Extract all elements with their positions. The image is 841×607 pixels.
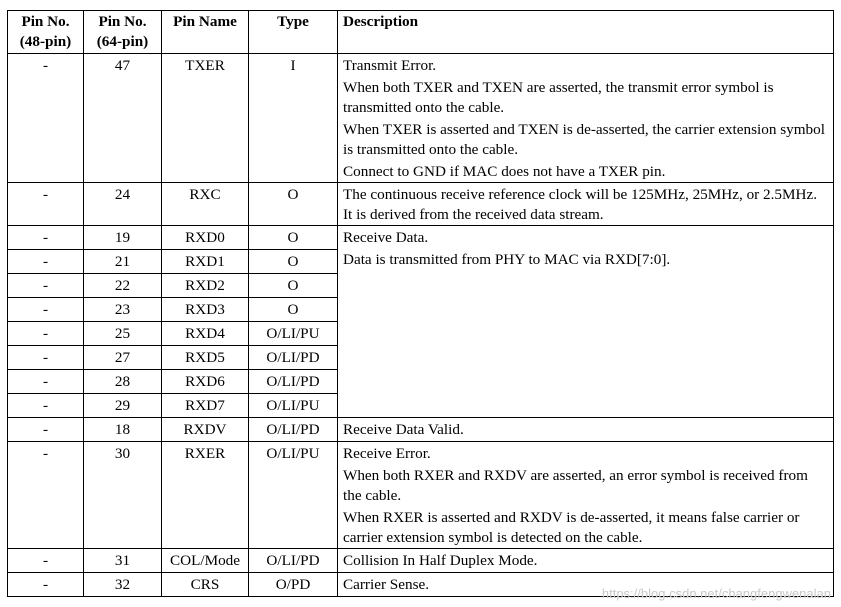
cell-pin-name: RXD1 bbox=[162, 250, 249, 274]
description-line: When both TXER and TXEN are asserted, the transmit error symbol is transmitted onto the cable. bbox=[343, 79, 774, 116]
cell-description bbox=[338, 183, 834, 226]
cell-type: O/LI/PD bbox=[249, 549, 338, 573]
cell-pin-name: RXC bbox=[162, 183, 249, 226]
description-line: Receive Data Valid. bbox=[343, 421, 464, 438]
table-row bbox=[8, 54, 834, 183]
cell-pin-48: - bbox=[8, 370, 84, 394]
cell-pin-48: - bbox=[8, 346, 84, 370]
cell-pin-name: RXD4 bbox=[162, 322, 249, 346]
description-line: Connect to GND if MAC does not have a TXER pin. bbox=[343, 163, 666, 180]
cell-pin-48: - bbox=[8, 418, 84, 442]
cell-pin-48: - bbox=[8, 226, 84, 250]
table-row bbox=[8, 549, 834, 573]
cell-pin-64: 30 bbox=[84, 442, 162, 549]
description-line: Transmit Error. bbox=[343, 57, 437, 74]
table-header-row bbox=[8, 11, 834, 54]
description-line: The continuous receive reference clock will be 125MHz, 25MHz, or 2.5MHz. It is derived from the received data stream. bbox=[343, 186, 818, 223]
cell-pin-name: RXD5 bbox=[162, 346, 249, 370]
cell-pin-64: 25 bbox=[84, 322, 162, 346]
cell-pin-64: 31 bbox=[84, 549, 162, 573]
cell-pin-64: 28 bbox=[84, 370, 162, 394]
description-line: When TXER is asserted and TXEN is de-asserted, the carrier extension symbol is transmitted onto the cable. bbox=[343, 121, 825, 158]
cell-pin-64: 29 bbox=[84, 394, 162, 418]
cell-pin-48: - bbox=[8, 54, 84, 183]
header-type: Type bbox=[249, 11, 338, 54]
cell-pin-64: 21 bbox=[84, 250, 162, 274]
header-pin-name: Pin Name bbox=[162, 11, 249, 54]
cell-type: O/LI/PD bbox=[249, 370, 338, 394]
cell-pin-48: - bbox=[8, 250, 84, 274]
watermark-url: https://blog.csdn.net/changfengwenalan bbox=[601, 586, 831, 601]
table-row bbox=[8, 183, 834, 226]
cell-pin-64: 18 bbox=[84, 418, 162, 442]
cell-pin-48: - bbox=[8, 298, 84, 322]
description-line: Data is transmitted from PHY to MAC via RXD[7:0]. bbox=[343, 251, 671, 268]
header-pin-64: Pin No. (64-pin) bbox=[84, 11, 162, 54]
cell-pin-64: 32 bbox=[84, 573, 162, 597]
cell-pin-name: RXD2 bbox=[162, 274, 249, 298]
cell-type: O/LI/PU bbox=[249, 394, 338, 418]
cell-pin-64: 19 bbox=[84, 226, 162, 250]
cell-type: O bbox=[249, 298, 338, 322]
cell-pin-48: - bbox=[8, 573, 84, 597]
pin-description-table bbox=[7, 10, 834, 597]
cell-type: O bbox=[249, 226, 338, 250]
cell-type: O bbox=[249, 274, 338, 298]
table-row bbox=[8, 442, 834, 549]
cell-pin-name: TXER bbox=[162, 54, 249, 183]
cell-pin-name: RXD0 bbox=[162, 226, 249, 250]
cell-pin-name: RXD6 bbox=[162, 370, 249, 394]
cell-type: O/PD bbox=[249, 573, 338, 597]
description-line: Collision In Half Duplex Mode. bbox=[343, 552, 538, 569]
description-line: Receive Data. bbox=[343, 229, 429, 246]
description-line: When RXER is asserted and RXDV is de-asserted, it means false carrier or carrier extension symbol is detected on the cable. bbox=[343, 509, 800, 546]
cell-pin-name: RXDV bbox=[162, 418, 249, 442]
header-description: Description bbox=[338, 11, 834, 54]
description-line: When both RXER and RXDV are asserted, an error symbol is received from the cable. bbox=[343, 467, 808, 504]
cell-pin-64: 47 bbox=[84, 54, 162, 183]
cell-description bbox=[338, 442, 834, 549]
cell-pin-name: RXER bbox=[162, 442, 249, 549]
cell-pin-name: RXD3 bbox=[162, 298, 249, 322]
cell-description bbox=[338, 549, 834, 573]
cell-description bbox=[338, 54, 834, 183]
cell-pin-48: - bbox=[8, 394, 84, 418]
cell-pin-64: 24 bbox=[84, 183, 162, 226]
cell-type: O/LI/PD bbox=[249, 418, 338, 442]
description-line: Receive Error. bbox=[343, 445, 431, 462]
cell-pin-48: - bbox=[8, 549, 84, 573]
cell-pin-name: COL/Mode bbox=[162, 549, 249, 573]
header-pin-48: Pin No. (48-pin) bbox=[8, 11, 84, 54]
cell-type: O/LI/PD bbox=[249, 346, 338, 370]
cell-pin-64: 22 bbox=[84, 274, 162, 298]
cell-pin-64: 27 bbox=[84, 346, 162, 370]
cell-type: I bbox=[249, 54, 338, 183]
cell-type: O/LI/PU bbox=[249, 322, 338, 346]
cell-type: O bbox=[249, 250, 338, 274]
table-row bbox=[8, 418, 834, 442]
cell-pin-64: 23 bbox=[84, 298, 162, 322]
cell-type: O/LI/PU bbox=[249, 442, 338, 549]
cell-pin-48: - bbox=[8, 274, 84, 298]
description-line: Carrier Sense. bbox=[343, 576, 430, 593]
cell-pin-name: CRS bbox=[162, 573, 249, 597]
cell-pin-48: - bbox=[8, 183, 84, 226]
cell-pin-48: - bbox=[8, 322, 84, 346]
cell-type: O bbox=[249, 183, 338, 226]
cell-pin-name: RXD7 bbox=[162, 394, 249, 418]
cell-description bbox=[338, 418, 834, 442]
table-row bbox=[8, 226, 834, 250]
cell-description bbox=[338, 226, 834, 418]
cell-pin-48: - bbox=[8, 442, 84, 549]
